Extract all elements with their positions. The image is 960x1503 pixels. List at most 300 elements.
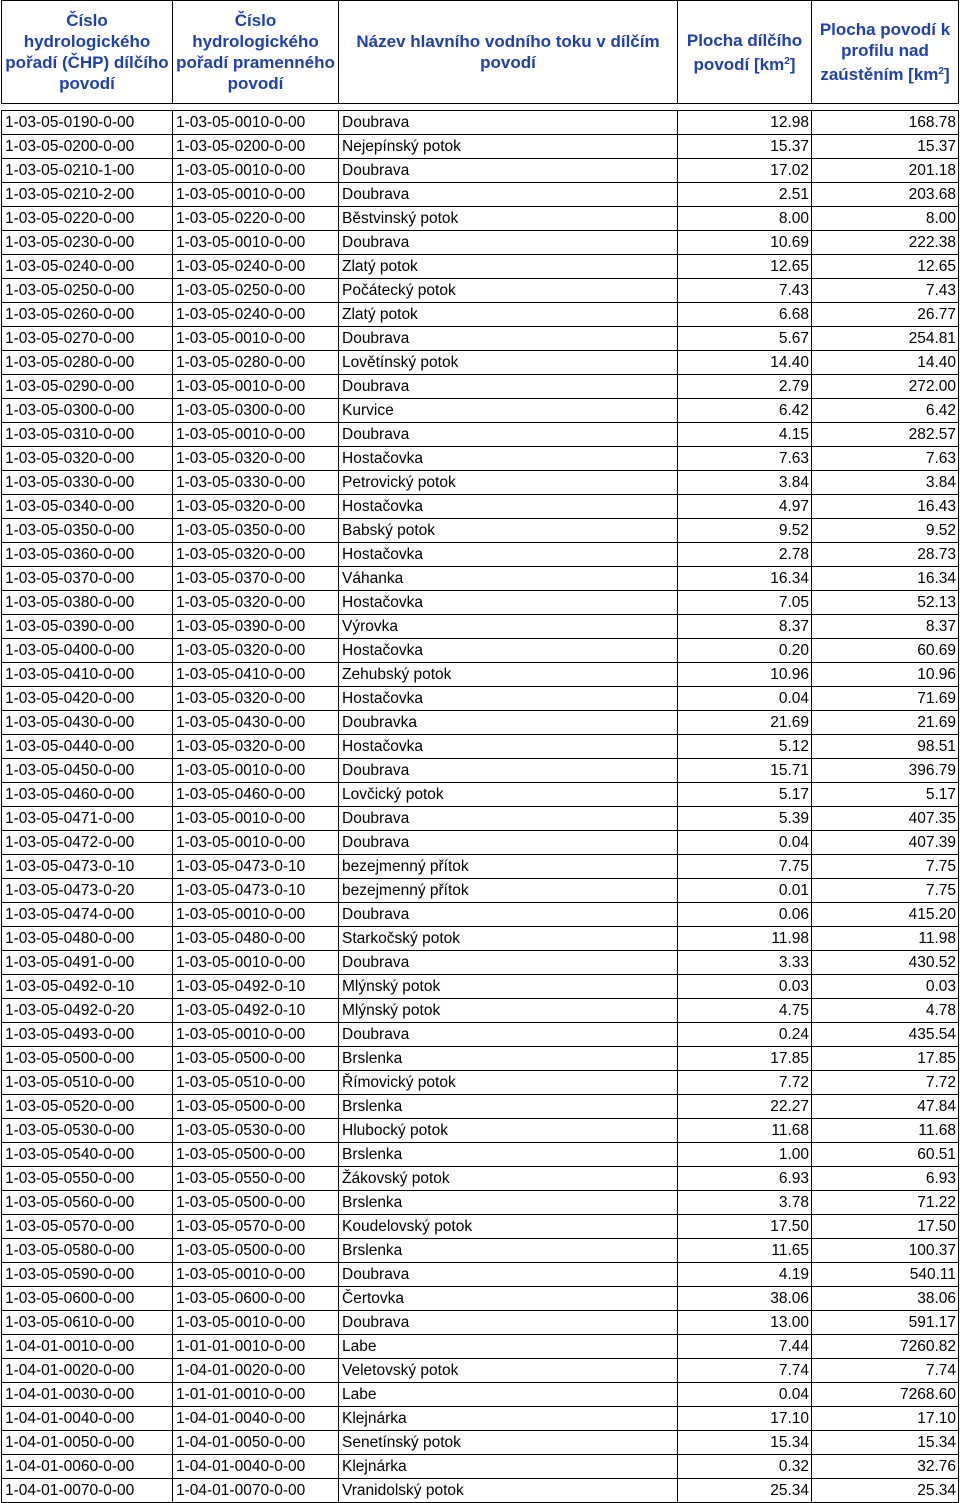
table-row: [2, 471, 959, 495]
header-main-stream-name: Název hlavního vodního toku v dílčím povodí: [339, 1, 678, 104]
chp-subbasin-cell: 1-03-05-0230-0-00: [2, 231, 173, 255]
chp-source-basin-cell: 1-04-01-0040-0-00: [173, 1407, 339, 1431]
subbasin-area-cell: 0.32: [678, 1455, 812, 1479]
stream-name-cell: Senetínský potok: [339, 1431, 678, 1455]
chp-subbasin-cell: 1-03-05-0473-0-20: [2, 879, 173, 903]
stream-name-cell: Doubravka: [339, 711, 678, 735]
chp-source-basin-cell: 1-04-01-0040-0-00: [173, 1455, 339, 1479]
stream-name-cell: Brslenka: [339, 1143, 678, 1167]
stream-name-cell: Čertovka: [339, 1287, 678, 1311]
chp-subbasin-cell: 1-03-05-0590-0-00: [2, 1263, 173, 1287]
stream-name-cell: Zehubský potok: [339, 663, 678, 687]
cumulative-area-cell: 6.93: [812, 1167, 959, 1191]
chp-subbasin-cell: 1-04-01-0030-0-00: [2, 1383, 173, 1407]
cumulative-area-cell: 396.79: [812, 759, 959, 783]
table-row: [2, 903, 959, 927]
subbasin-area-cell: 0.20: [678, 639, 812, 663]
table-row: [2, 1311, 959, 1335]
chp-subbasin-cell: 1-03-05-0492-0-20: [2, 999, 173, 1023]
subbasin-area-cell: 11.65: [678, 1239, 812, 1263]
subbasin-area-cell: 10.96: [678, 663, 812, 687]
cumulative-area-cell: 26.77: [812, 303, 959, 327]
cumulative-area-cell: 21.69: [812, 711, 959, 735]
table-row: [2, 543, 959, 567]
subbasin-area-cell: 0.24: [678, 1023, 812, 1047]
stream-name-cell: Římovický potok: [339, 1071, 678, 1095]
chp-subbasin-cell: 1-03-05-0280-0-00: [2, 351, 173, 375]
subbasin-area-cell: 4.15: [678, 423, 812, 447]
chp-subbasin-cell: 1-04-01-0010-0-00: [2, 1335, 173, 1359]
stream-name-cell: Vranidolský potok: [339, 1479, 678, 1503]
table-row: [2, 807, 959, 831]
chp-source-basin-cell: 1-03-05-0010-0-00: [173, 1263, 339, 1287]
stream-name-cell: Hostačovka: [339, 639, 678, 663]
subbasin-area-cell: 17.02: [678, 159, 812, 183]
cumulative-area-cell: 8.37: [812, 615, 959, 639]
table-row: [2, 351, 959, 375]
chp-source-basin-cell: 1-03-05-0492-0-10: [173, 975, 339, 999]
stream-name-cell: Hostačovka: [339, 591, 678, 615]
chp-source-basin-cell: 1-03-05-0010-0-00: [173, 903, 339, 927]
chp-subbasin-cell: 1-03-05-0390-0-00: [2, 615, 173, 639]
table-row: [2, 1071, 959, 1095]
stream-name-cell: Doubrava: [339, 375, 678, 399]
chp-subbasin-cell: 1-03-05-0473-0-10: [2, 855, 173, 879]
stream-name-cell: Hlubocký potok: [339, 1119, 678, 1143]
stream-name-cell: Kurvice: [339, 399, 678, 423]
cumulative-area-cell: 7260.82: [812, 1335, 959, 1359]
table-row: [2, 399, 959, 423]
chp-source-basin-cell: 1-03-05-0492-0-10: [173, 999, 339, 1023]
cumulative-area-cell: 222.38: [812, 231, 959, 255]
table-row: [2, 1047, 959, 1071]
subbasin-area-cell: 17.85: [678, 1047, 812, 1071]
table-row: [2, 1215, 959, 1239]
cumulative-area-cell: 11.68: [812, 1119, 959, 1143]
cumulative-area-cell: 17.50: [812, 1215, 959, 1239]
table-row: [2, 327, 959, 351]
subbasin-area-cell: 14.40: [678, 351, 812, 375]
chp-subbasin-cell: 1-03-05-0220-0-00: [2, 207, 173, 231]
table-header: [2, 1, 959, 104]
subbasin-area-cell: 17.50: [678, 1215, 812, 1239]
subbasin-area-cell: 5.12: [678, 735, 812, 759]
chp-subbasin-cell: 1-03-05-0580-0-00: [2, 1239, 173, 1263]
stream-name-cell: Brslenka: [339, 1095, 678, 1119]
subbasin-area-cell: 16.34: [678, 567, 812, 591]
stream-name-cell: Starkočský potok: [339, 927, 678, 951]
table-row: [2, 159, 959, 183]
chp-source-basin-cell: 1-03-05-0350-0-00: [173, 519, 339, 543]
chp-source-basin-cell: 1-03-05-0430-0-00: [173, 711, 339, 735]
cumulative-area-cell: 60.51: [812, 1143, 959, 1167]
chp-source-basin-cell: 1-03-05-0510-0-00: [173, 1071, 339, 1095]
header-subbasin-area: Plocha dílčího povodí $[km^2]$: [678, 1, 812, 104]
chp-source-basin-cell: 1-03-05-0320-0-00: [173, 447, 339, 471]
chp-subbasin-cell: 1-03-05-0491-0-00: [2, 951, 173, 975]
cumulative-area-cell: 282.57: [812, 423, 959, 447]
stream-name-cell: Brslenka: [339, 1047, 678, 1071]
table-row: [2, 879, 959, 903]
chp-subbasin-cell: 1-03-05-0240-0-00: [2, 255, 173, 279]
stream-name-cell: Výrovka: [339, 615, 678, 639]
table-row: [2, 519, 959, 543]
cumulative-area-cell: 435.54: [812, 1023, 959, 1047]
table-row: [2, 615, 959, 639]
chp-source-basin-cell: 1-03-05-0010-0-00: [173, 831, 339, 855]
chp-subbasin-cell: 1-03-05-0400-0-00: [2, 639, 173, 663]
chp-source-basin-cell: 1-03-05-0410-0-00: [173, 663, 339, 687]
chp-source-basin-cell: 1-03-05-0010-0-00: [173, 111, 339, 135]
chp-subbasin-cell: 1-03-05-0480-0-00: [2, 927, 173, 951]
chp-source-basin-cell: 1-03-05-0010-0-00: [173, 327, 339, 351]
cumulative-area-cell: 168.78: [812, 111, 959, 135]
chp-subbasin-cell: 1-03-05-0440-0-00: [2, 735, 173, 759]
subbasin-area-cell: 11.98: [678, 927, 812, 951]
table-row: [2, 279, 959, 303]
table-row: [2, 375, 959, 399]
subbasin-area-cell: 15.37: [678, 135, 812, 159]
cumulative-area-cell: 60.69: [812, 639, 959, 663]
chp-source-basin-cell: 1-03-05-0500-0-00: [173, 1239, 339, 1263]
chp-source-basin-cell: 1-04-01-0070-0-00: [173, 1479, 339, 1503]
table-row: [2, 447, 959, 471]
subbasin-area-cell: 3.33: [678, 951, 812, 975]
table-row: [2, 1191, 959, 1215]
chp-source-basin-cell: 1-03-05-0480-0-00: [173, 927, 339, 951]
chp-source-basin-cell: 1-03-05-0550-0-00: [173, 1167, 339, 1191]
subbasin-area-cell: 3.78: [678, 1191, 812, 1215]
chp-source-basin-cell: 1-03-05-0010-0-00: [173, 231, 339, 255]
table-row: [2, 1119, 959, 1143]
chp-source-basin-cell: 1-03-05-0320-0-00: [173, 735, 339, 759]
stream-name-cell: Hostačovka: [339, 687, 678, 711]
table-row: [2, 783, 959, 807]
cumulative-area-cell: 71.69: [812, 687, 959, 711]
stream-name-cell: Doubrava: [339, 1023, 678, 1047]
chp-subbasin-cell: 1-04-01-0050-0-00: [2, 1431, 173, 1455]
chp-subbasin-cell: 1-03-05-0500-0-00: [2, 1047, 173, 1071]
table-row: [2, 759, 959, 783]
cumulative-area-cell: 7.63: [812, 447, 959, 471]
table-row: [2, 951, 959, 975]
stream-name-cell: Hostačovka: [339, 735, 678, 759]
cumulative-area-cell: 16.43: [812, 495, 959, 519]
cumulative-area-cell: 3.84: [812, 471, 959, 495]
chp-source-basin-cell: 1-03-05-0320-0-00: [173, 687, 339, 711]
chp-subbasin-cell: 1-03-05-0370-0-00: [2, 567, 173, 591]
stream-name-cell: Žákovský potok: [339, 1167, 678, 1191]
table-row: [2, 1095, 959, 1119]
subbasin-area-cell: 7.72: [678, 1071, 812, 1095]
cumulative-area-cell: 71.22: [812, 1191, 959, 1215]
table-row: [2, 1359, 959, 1383]
chp-source-basin-cell: 1-03-05-0500-0-00: [173, 1095, 339, 1119]
table-row: [2, 1287, 959, 1311]
table-row: [2, 255, 959, 279]
table-row: [2, 999, 959, 1023]
chp-subbasin-cell: 1-03-05-0540-0-00: [2, 1143, 173, 1167]
subbasin-area-cell: 6.68: [678, 303, 812, 327]
stream-name-cell: Doubrava: [339, 183, 678, 207]
stream-name-cell: Doubrava: [339, 1311, 678, 1335]
chp-source-basin-cell: 1-03-05-0570-0-00: [173, 1215, 339, 1239]
table-row: [2, 231, 959, 255]
cumulative-area-cell: 25.34: [812, 1479, 959, 1503]
chp-subbasin-cell: 1-03-05-0492-0-10: [2, 975, 173, 999]
chp-subbasin-cell: 1-03-05-0210-1-00: [2, 159, 173, 183]
cumulative-area-cell: 52.13: [812, 591, 959, 615]
subbasin-area-cell: 15.34: [678, 1431, 812, 1455]
chp-source-basin-cell: 1-03-05-0220-0-00: [173, 207, 339, 231]
stream-name-cell: Doubrava: [339, 903, 678, 927]
subbasin-area-cell: 0.04: [678, 1383, 812, 1407]
chp-subbasin-cell: 1-03-05-0560-0-00: [2, 1191, 173, 1215]
cumulative-area-cell: 201.18: [812, 159, 959, 183]
chp-source-basin-cell: 1-03-05-0500-0-00: [173, 1143, 339, 1167]
subbasin-area-cell: 5.67: [678, 327, 812, 351]
chp-source-basin-cell: 1-03-05-0390-0-00: [173, 615, 339, 639]
table-body: [2, 104, 959, 1503]
chp-subbasin-cell: 1-03-05-0330-0-00: [2, 471, 173, 495]
cumulative-area-cell: 7.74: [812, 1359, 959, 1383]
chp-subbasin-cell: 1-04-01-0060-0-00: [2, 1455, 173, 1479]
cumulative-area-cell: 32.76: [812, 1455, 959, 1479]
stream-name-cell: Lovětínský potok: [339, 351, 678, 375]
subbasin-area-cell: 13.00: [678, 1311, 812, 1335]
chp-subbasin-cell: 1-03-05-0570-0-00: [2, 1215, 173, 1239]
subbasin-area-cell: 6.93: [678, 1167, 812, 1191]
cumulative-area-cell: 430.52: [812, 951, 959, 975]
chp-subbasin-cell: 1-03-05-0474-0-00: [2, 903, 173, 927]
stream-name-cell: Doubrava: [339, 159, 678, 183]
subbasin-area-cell: 7.44: [678, 1335, 812, 1359]
chp-source-basin-cell: 1-03-05-0370-0-00: [173, 567, 339, 591]
table-row: [2, 207, 959, 231]
table-row: [2, 303, 959, 327]
cumulative-area-cell: 591.17: [812, 1311, 959, 1335]
subbasin-area-cell: 4.75: [678, 999, 812, 1023]
table-row: [2, 567, 959, 591]
chp-subbasin-cell: 1-03-05-0340-0-00: [2, 495, 173, 519]
subbasin-area-cell: 0.04: [678, 687, 812, 711]
chp-subbasin-cell: 1-03-05-0300-0-00: [2, 399, 173, 423]
stream-name-cell: bezejmenný přítok: [339, 879, 678, 903]
header-spacer-row: [2, 104, 959, 111]
subbasin-area-cell: 15.71: [678, 759, 812, 783]
chp-source-basin-cell: 1-03-05-0010-0-00: [173, 1023, 339, 1047]
subbasin-area-cell: 11.68: [678, 1119, 812, 1143]
table-row: [2, 1383, 959, 1407]
cumulative-area-cell: 8.00: [812, 207, 959, 231]
cumulative-area-cell: 16.34: [812, 567, 959, 591]
chp-source-basin-cell: 1-03-05-0500-0-00: [173, 1191, 339, 1215]
chp-subbasin-cell: 1-03-05-0430-0-00: [2, 711, 173, 735]
table-row: [2, 1023, 959, 1047]
chp-subbasin-cell: 1-03-05-0600-0-00: [2, 1287, 173, 1311]
subbasin-area-cell: 5.39: [678, 807, 812, 831]
header-chp-source-basin: Číslo hydrologického pořadí pramenného povodí: [173, 1, 339, 104]
chp-subbasin-cell: 1-03-05-0410-0-00: [2, 663, 173, 687]
stream-name-cell: Hostačovka: [339, 495, 678, 519]
chp-source-basin-cell: 1-03-05-0200-0-00: [173, 135, 339, 159]
table-row: [2, 831, 959, 855]
table-row: [2, 1455, 959, 1479]
chp-source-basin-cell: 1-03-05-0473-0-10: [173, 855, 339, 879]
chp-source-basin-cell: 1-03-05-0330-0-00: [173, 471, 339, 495]
cumulative-area-cell: 17.85: [812, 1047, 959, 1071]
stream-name-cell: Mlýnský potok: [339, 975, 678, 999]
stream-name-cell: Doubrava: [339, 327, 678, 351]
chp-source-basin-cell: 1-03-05-0010-0-00: [173, 375, 339, 399]
subbasin-area-cell: 21.69: [678, 711, 812, 735]
subbasin-area-cell: 8.00: [678, 207, 812, 231]
stream-name-cell: Klejnárka: [339, 1407, 678, 1431]
stream-name-cell: bezejmenný přítok: [339, 855, 678, 879]
subbasin-area-cell: 5.17: [678, 783, 812, 807]
chp-source-basin-cell: 1-01-01-0010-0-00: [173, 1383, 339, 1407]
chp-source-basin-cell: 1-03-05-0010-0-00: [173, 807, 339, 831]
subbasin-area-cell: 10.69: [678, 231, 812, 255]
subbasin-area-cell: 7.74: [678, 1359, 812, 1383]
cumulative-area-cell: 98.51: [812, 735, 959, 759]
table-row: [2, 183, 959, 207]
chp-source-basin-cell: 1-03-05-0320-0-00: [173, 495, 339, 519]
hydrology-table: [1, 0, 959, 1503]
stream-name-cell: Doubrava: [339, 951, 678, 975]
cumulative-area-cell: 7.75: [812, 855, 959, 879]
stream-name-cell: Mlýnský potok: [339, 999, 678, 1023]
cumulative-area-cell: 7.72: [812, 1071, 959, 1095]
cumulative-area-cell: 15.37: [812, 135, 959, 159]
chp-source-basin-cell: 1-03-05-0500-0-00: [173, 1047, 339, 1071]
stream-name-cell: Doubrava: [339, 423, 678, 447]
table-row: [2, 591, 959, 615]
cumulative-area-cell: 47.84: [812, 1095, 959, 1119]
chp-subbasin-cell: 1-03-05-0200-0-00: [2, 135, 173, 159]
table-row: [2, 975, 959, 999]
table-row: [2, 663, 959, 687]
chp-subbasin-cell: 1-03-05-0471-0-00: [2, 807, 173, 831]
stream-name-cell: Doubrava: [339, 231, 678, 255]
chp-source-basin-cell: 1-03-05-0320-0-00: [173, 543, 339, 567]
chp-source-basin-cell: 1-03-05-0473-0-10: [173, 879, 339, 903]
cumulative-area-cell: 254.81: [812, 327, 959, 351]
chp-subbasin-cell: 1-03-05-0350-0-00: [2, 519, 173, 543]
chp-subbasin-cell: 1-03-05-0420-0-00: [2, 687, 173, 711]
subbasin-area-cell: 8.37: [678, 615, 812, 639]
chp-source-basin-cell: 1-03-05-0280-0-00: [173, 351, 339, 375]
stream-name-cell: Váhanka: [339, 567, 678, 591]
subbasin-area-cell: 9.52: [678, 519, 812, 543]
stream-name-cell: Hostačovka: [339, 447, 678, 471]
cumulative-area-cell: 540.11: [812, 1263, 959, 1287]
chp-subbasin-cell: 1-03-05-0520-0-00: [2, 1095, 173, 1119]
table-row: [2, 711, 959, 735]
stream-name-cell: Doubrava: [339, 807, 678, 831]
table-row: [2, 495, 959, 519]
stream-name-cell: Počátecký potok: [339, 279, 678, 303]
subbasin-area-cell: 17.10: [678, 1407, 812, 1431]
subbasin-area-cell: 7.75: [678, 855, 812, 879]
chp-source-basin-cell: 1-03-05-0010-0-00: [173, 159, 339, 183]
cumulative-area-cell: 14.40: [812, 351, 959, 375]
chp-source-basin-cell: 1-03-05-0010-0-00: [173, 951, 339, 975]
cumulative-area-cell: 17.10: [812, 1407, 959, 1431]
chp-source-basin-cell: 1-03-05-0320-0-00: [173, 591, 339, 615]
table-row: [2, 111, 959, 135]
chp-source-basin-cell: 1-03-05-0320-0-00: [173, 639, 339, 663]
chp-subbasin-cell: 1-03-05-0320-0-00: [2, 447, 173, 471]
subbasin-area-cell: 4.97: [678, 495, 812, 519]
chp-subbasin-cell: 1-03-05-0450-0-00: [2, 759, 173, 783]
subbasin-area-cell: 2.78: [678, 543, 812, 567]
stream-name-cell: Nejepínský potok: [339, 135, 678, 159]
table-row: [2, 927, 959, 951]
cumulative-area-cell: 7268.60: [812, 1383, 959, 1407]
chp-source-basin-cell: 1-03-05-0460-0-00: [173, 783, 339, 807]
chp-source-basin-cell: 1-01-01-0010-0-00: [173, 1335, 339, 1359]
cumulative-area-cell: 9.52: [812, 519, 959, 543]
stream-name-cell: Doubrava: [339, 759, 678, 783]
chp-subbasin-cell: 1-03-05-0190-0-00: [2, 111, 173, 135]
table-row: [2, 1335, 959, 1359]
stream-name-cell: Doubrava: [339, 111, 678, 135]
stream-name-cell: Labe: [339, 1383, 678, 1407]
table-row: [2, 855, 959, 879]
subbasin-area-cell: 38.06: [678, 1287, 812, 1311]
chp-source-basin-cell: 1-03-05-0530-0-00: [173, 1119, 339, 1143]
cumulative-area-cell: 11.98: [812, 927, 959, 951]
stream-name-cell: Klejnárka: [339, 1455, 678, 1479]
cumulative-area-cell: 407.35: [812, 807, 959, 831]
subbasin-area-cell: 0.06: [678, 903, 812, 927]
chp-source-basin-cell: 1-04-01-0020-0-00: [173, 1359, 339, 1383]
chp-subbasin-cell: 1-03-05-0360-0-00: [2, 543, 173, 567]
chp-subbasin-cell: 1-04-01-0040-0-00: [2, 1407, 173, 1431]
cumulative-area-cell: 203.68: [812, 183, 959, 207]
chp-source-basin-cell: 1-03-05-0010-0-00: [173, 423, 339, 447]
subbasin-area-cell: 2.79: [678, 375, 812, 399]
subbasin-area-cell: 12.65: [678, 255, 812, 279]
chp-source-basin-cell: 1-03-05-0240-0-00: [173, 303, 339, 327]
table-row: [2, 1407, 959, 1431]
table-row: [2, 1167, 959, 1191]
chp-subbasin-cell: 1-03-05-0610-0-00: [2, 1311, 173, 1335]
table-row: [2, 1431, 959, 1455]
table-row: [2, 1143, 959, 1167]
table-row: [2, 1263, 959, 1287]
cumulative-area-cell: 272.00: [812, 375, 959, 399]
subbasin-area-cell: 3.84: [678, 471, 812, 495]
chp-source-basin-cell: 1-03-05-0250-0-00: [173, 279, 339, 303]
stream-name-cell: Brslenka: [339, 1191, 678, 1215]
chp-subbasin-cell: 1-03-05-0260-0-00: [2, 303, 173, 327]
header-cumulative-area: Plocha povodí k profilu nad zaústěním $[km^2]$: [812, 1, 959, 104]
chp-source-basin-cell: 1-03-05-0240-0-00: [173, 255, 339, 279]
cumulative-area-cell: 7.75: [812, 879, 959, 903]
table-row: [2, 639, 959, 663]
chp-subbasin-cell: 1-03-05-0493-0-00: [2, 1023, 173, 1047]
subbasin-area-cell: 7.05: [678, 591, 812, 615]
stream-name-cell: Zlatý potok: [339, 303, 678, 327]
chp-subbasin-cell: 1-03-05-0210-2-00: [2, 183, 173, 207]
subbasin-area-cell: 2.51: [678, 183, 812, 207]
cumulative-area-cell: 4.78: [812, 999, 959, 1023]
stream-name-cell: Zlatý potok: [339, 255, 678, 279]
cumulative-area-cell: 38.06: [812, 1287, 959, 1311]
table-row: [2, 1479, 959, 1503]
